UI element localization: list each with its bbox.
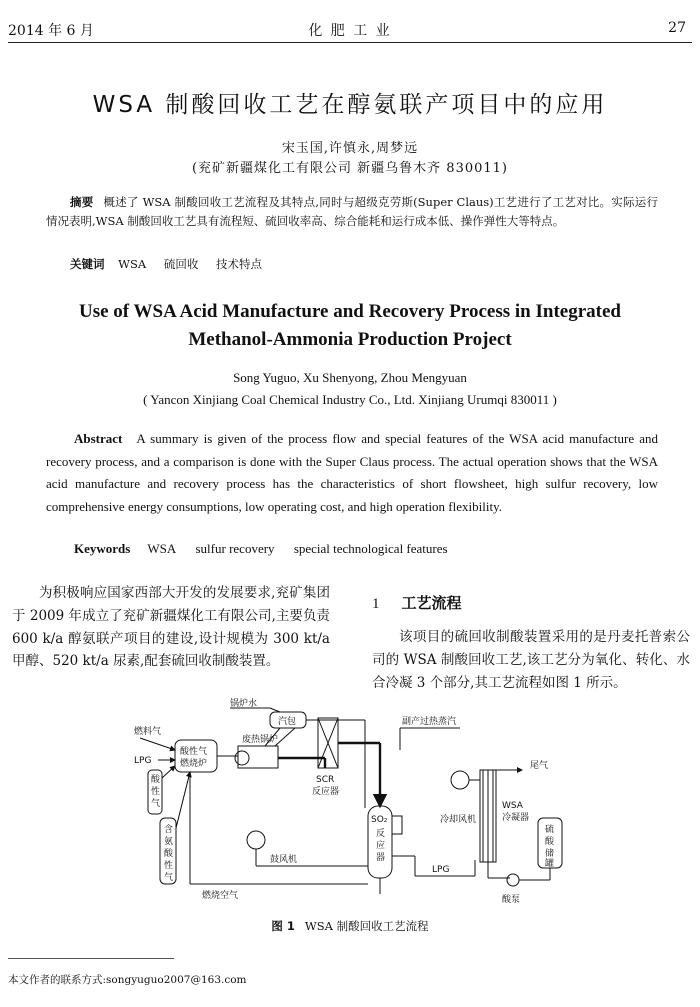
body-paragraph-right: 该项目的硫回收制酸装置采用的是丹麦托普索公司的 WSA 制酸回收工艺,该工艺分为氧化、转化、水合冷凝 3 个部分,其工艺流程如图 1 所示。 [372, 629, 690, 691]
keywords-english-label: Keywords [74, 541, 131, 556]
journal-name: 化 肥 工 业 [308, 23, 392, 39]
label-ammonia-acid-gas: 氨 [164, 837, 174, 847]
keywords-chinese [70, 256, 276, 272]
label-acid-gas: 气 [151, 799, 161, 809]
acid-pump [507, 874, 519, 886]
label-acid-tank: 储 [545, 849, 555, 859]
keywords-chinese-label: 关键词 [70, 257, 105, 271]
label-combustion-air: 燃烧空气 [202, 891, 239, 901]
figure-caption-text: WSA 制酸回收工艺流程 [304, 919, 429, 933]
keyword: sulfur recovery [195, 541, 275, 556]
title-english-line2: Methanol-Ammonia Production Project [188, 329, 512, 350]
label-ammonia-acid-gas: 性 [164, 861, 174, 871]
label-boiler-water: 锅炉水 [230, 699, 258, 709]
label-wsa-condenser: 冷凝器 [502, 813, 530, 823]
label-blower: 鼓风机 [270, 855, 298, 865]
label-acid-pump: 酸泵 [502, 895, 521, 905]
authors-english: Song Yuguo, Xu Shenyong, Zhou Mengyuan [233, 370, 467, 385]
label-fuel-gas: 燃料气 [134, 727, 162, 737]
figure-caption [0, 918, 700, 934]
cooling-fan [451, 771, 469, 789]
label-ammonia-acid-gas: 酸 [164, 849, 174, 859]
label-cooling-fan: 冷却风机 [440, 815, 477, 825]
affiliation-chinese: (兖矿新疆煤化工有限公司 新疆乌鲁木齐 830011) [191, 161, 509, 176]
process-flow-diagram [130, 698, 570, 908]
label-wsa-condenser: WSA [502, 801, 523, 811]
keyword: 硫回收 [163, 257, 199, 271]
label-so2-reactor: 反 [376, 829, 386, 839]
label-lpg: LPG [432, 865, 450, 875]
footnote-rule [8, 958, 174, 959]
label-acid-tank: 硫 [545, 825, 555, 835]
label-acid-gas-burner: 酸性气 [180, 747, 208, 757]
label-so2-reactor: 应 [376, 841, 386, 851]
blower [247, 831, 265, 849]
affiliation-english: ( Yancon Xinjiang Coal Chemical Industry Co., Ltd. Xinjiang Urumqi 830011 ) [143, 392, 557, 407]
authors-chinese: 宋玉国,许慎永,周梦远 [281, 141, 419, 156]
label-waste-heat-boiler: 废热锅炉 [242, 735, 279, 745]
section-heading [372, 592, 462, 613]
label-so2-reactor: SO₂ [371, 815, 388, 825]
label-steam-drum: 汽包 [278, 717, 297, 727]
label-byproduct-steam: 副产过热蒸汽 [402, 717, 457, 727]
label-acid-gas: 性 [151, 787, 161, 797]
label-tail-gas: 尾气 [530, 761, 549, 771]
abstract-chinese [46, 193, 658, 231]
body-paragraph-left: 为积极响应国家西部大开发的发展要求,兖矿集团于 2009 年成立了兖矿新疆煤化工有限公司,主要负责 600 k/a 醇氨联产项目的建设,设计规模为 300 kt/a 甲醇、520 kt/a 尿素,配套硫回收制酸装置。 [12, 585, 330, 670]
abstract-chinese-text: 概述了 WSA 制酸回收工艺流程及其特点,同时与超级克劳斯(Super Claus)工艺进行了工艺对比。实际运行情况表明,WSA 制酸回收工艺具有流程短、硫回收率高、综合能耗和运行成本低、操作弹性大等特点。 [46, 195, 659, 228]
keyword: special technological features [293, 541, 448, 556]
keyword: WSA [118, 257, 147, 271]
label-scr: SCR [316, 775, 335, 785]
figure-caption-number: 图 1 [271, 919, 295, 933]
title-english [0, 298, 700, 354]
label-lpg: LPG [134, 756, 152, 766]
header-date: 2014 年 6 月 [8, 23, 94, 39]
label-acid-gas-burner: 燃烧炉 [180, 759, 208, 769]
label-so2-reactor: 器 [376, 853, 386, 863]
abstract-english-label: Abstract [74, 431, 123, 446]
keyword: 技术特点 [215, 257, 262, 271]
footnote: 本文作者的联系方式:songyuguo2007@163.com [8, 974, 247, 986]
abstract-english [46, 428, 658, 518]
header-rule [8, 42, 692, 43]
title-english-line1: Use of WSA Acid Manufacture and Recovery Process in Integrated [79, 301, 621, 322]
heat-exchanger-symbol [235, 751, 249, 765]
label-scr: 反应器 [312, 787, 340, 797]
label-ammonia-acid-gas: 气 [164, 873, 174, 883]
label-ammonia-acid-gas: 含 [164, 825, 174, 835]
keywords-english [74, 541, 464, 557]
label-acid-tank: 罐 [545, 859, 555, 869]
reactor-cooler [392, 816, 402, 834]
page-number: 27 [668, 20, 686, 36]
title-chinese: WSA 制酸回收工艺在醇氨联产项目中的应用 [92, 92, 608, 118]
abstract-english-text: A summary is given of the process flow and special features of the WSA acid manufacture and recovery process, and a comparison is done with the Super Claus process. The actual operation shows that the WSA acid manufacture and recovery process has the characteristics of short flowsheet, high sulfur recovery, low comprehensive energy consumptions, low operating cost, and high operation flexibility. [46, 431, 658, 514]
section-number: 1 [372, 596, 380, 612]
label-acid-gas: 酸 [151, 775, 161, 785]
keyword: WSA [147, 541, 177, 556]
abstract-chinese-label: 摘要 [70, 195, 94, 209]
label-acid-tank: 酸 [545, 837, 555, 847]
section-title: 工艺流程 [401, 594, 462, 612]
